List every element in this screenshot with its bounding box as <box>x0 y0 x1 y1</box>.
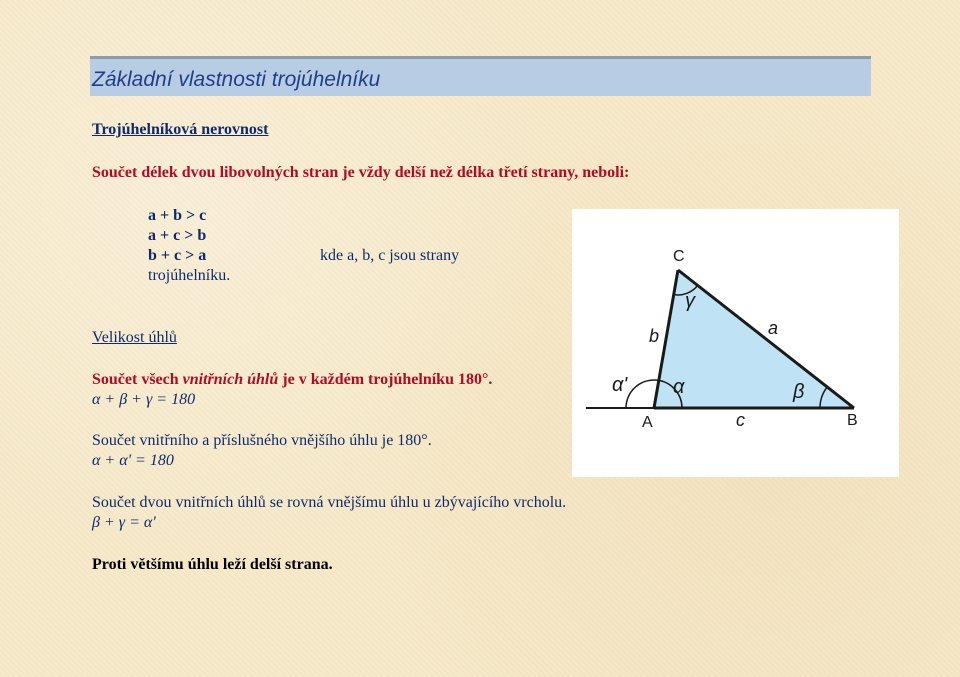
angle-beta-label: β <box>793 381 805 403</box>
angle-sum-text <box>92 370 492 390</box>
exterior-rule-text: Součet dvou vnitřních úhlů se rovná vnějšímu úhlu u zbývajícího vrcholu. <box>92 494 567 511</box>
inequality-1: a + b > c <box>148 207 207 224</box>
triangle-diagram <box>572 209 899 477</box>
angle-sum-pre: Součet všech <box>92 371 183 388</box>
title-bar <box>90 56 871 96</box>
angle-alpha-ext-label: α' <box>612 374 628 396</box>
exterior-rule-formula: β + γ = α' <box>92 514 156 531</box>
side-b-label: b <box>649 326 660 346</box>
angle-sum-formula: α + β + γ = 180 <box>92 391 196 408</box>
exterior-angle-text: Součet vnitřního a příslušného vnějšího úhlu je 180°. <box>92 432 432 449</box>
angle-gamma-label: γ <box>685 290 695 312</box>
heading-triangle-inequality: Trojúhelníková nerovnost <box>92 121 269 138</box>
vertex-b-label: B <box>847 412 858 429</box>
triangle-figure <box>572 209 899 477</box>
side-a-label: a <box>768 318 779 338</box>
inequality-note: kde a, b, c jsou strany <box>320 247 460 264</box>
angle-sum-emphasis: vnitřních úhlů <box>182 371 279 388</box>
exterior-angle-formula: α + α' = 180 <box>92 452 174 469</box>
inequality-intro: Součet délek dvou libovolných stran je vždy delší než délka třetí strany, neboli: <box>92 164 630 181</box>
vertex-c-label: C <box>673 248 685 265</box>
angle-alpha-label: α <box>673 376 685 398</box>
final-rule: Proti většímu úhlu leží delší strana. <box>92 556 333 573</box>
inequality-note-cont: trojúhelníku. <box>148 267 231 284</box>
inequality-2: a + c > b <box>148 227 207 244</box>
page-title: Základní vlastnosti trojúhelníku <box>92 68 381 91</box>
inequality-3: b + c > a <box>148 247 207 264</box>
vertex-a-label: A <box>642 414 653 431</box>
angle-sum-post: je v každém trojúhelníku 180°. <box>278 371 493 388</box>
side-c-label: c <box>736 410 745 430</box>
heading-angle-size: Velikost úhlů <box>92 329 177 346</box>
